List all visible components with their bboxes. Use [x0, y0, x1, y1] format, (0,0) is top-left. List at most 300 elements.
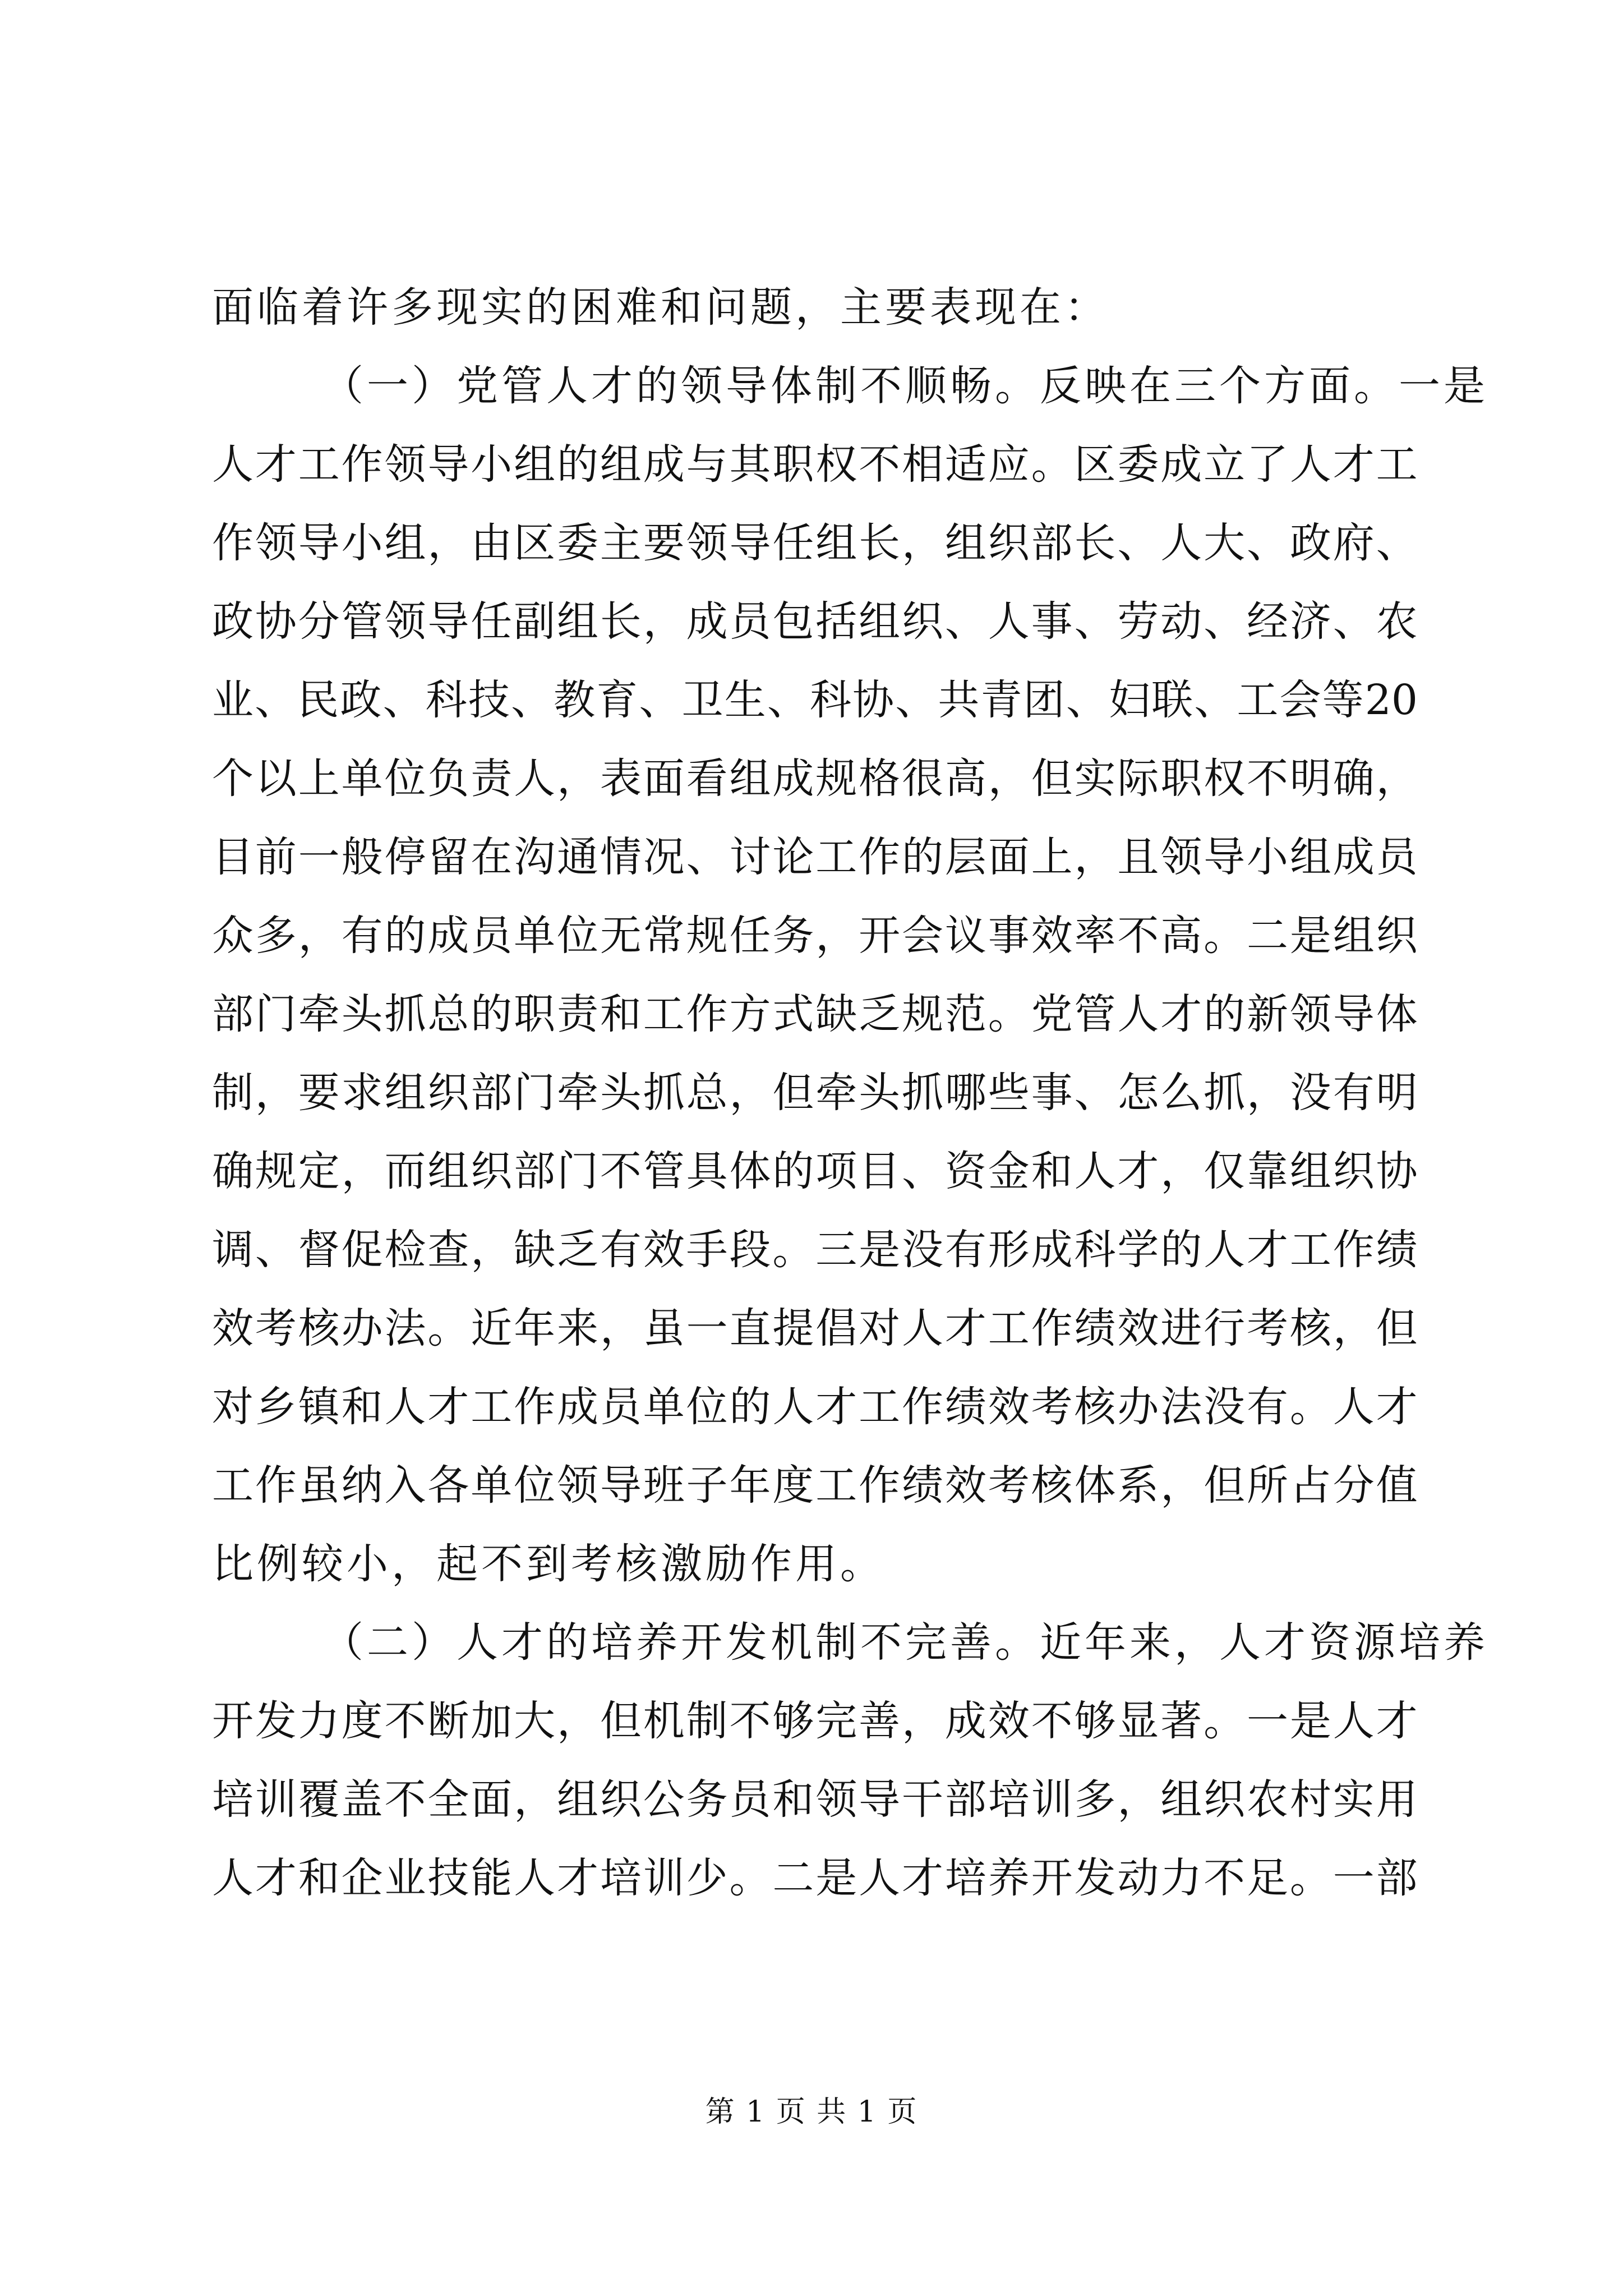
glyph: 管	[341, 597, 383, 646]
glyph: 所	[1247, 1461, 1288, 1510]
text-line	[212, 582, 1418, 661]
glyph: 导	[1204, 833, 1246, 881]
glyph: 单	[341, 754, 383, 803]
glyph: 抓	[902, 1069, 943, 1117]
glyph: 组	[1289, 1147, 1331, 1195]
glyph: 织	[1376, 912, 1418, 960]
glyph: 职	[514, 990, 556, 1038]
glyph: 纳	[341, 1461, 383, 1510]
glyph: 虽	[643, 1304, 685, 1352]
glyph: 督	[298, 1226, 340, 1274]
glyph: 效	[988, 1697, 1030, 1745]
glyph: 、	[1074, 1069, 1116, 1117]
glyph: 部	[212, 990, 253, 1038]
glyph: 办	[1117, 1383, 1159, 1431]
glyph: ，	[988, 754, 1030, 803]
glyph: 体	[1074, 1461, 1116, 1510]
glyph: 领	[815, 1775, 857, 1824]
glyph: 人	[902, 1304, 943, 1352]
glyph: 村	[1289, 1775, 1331, 1824]
text-line	[212, 1132, 1418, 1211]
glyph: ，	[1332, 1304, 1375, 1352]
glyph: 很	[902, 754, 943, 803]
glyph: 科	[809, 676, 851, 724]
glyph: 怎	[1117, 1069, 1159, 1117]
glyph: 断	[427, 1697, 469, 1745]
text-line	[212, 504, 1418, 582]
glyph: 沟	[514, 833, 556, 881]
text-line: 比例较小，起不到考核激励作用。	[212, 1540, 885, 1588]
glyph: 导	[729, 519, 771, 567]
glyph: 乏	[557, 1226, 598, 1274]
glyph: 确	[212, 1147, 253, 1195]
glyph: 成	[643, 440, 685, 489]
glyph: 论	[772, 833, 814, 881]
glyph: 效	[643, 1226, 685, 1274]
glyph: 提	[772, 1304, 814, 1352]
glyph: 一	[1247, 1697, 1288, 1745]
glyph: 能	[471, 1854, 513, 1902]
glyph: 作	[255, 1461, 297, 1510]
glyph: 不	[600, 1147, 642, 1195]
glyph: 以	[255, 754, 297, 803]
glyph: 是	[1289, 912, 1331, 960]
glyph: 情	[600, 833, 642, 881]
glyph: 、	[1066, 676, 1108, 724]
glyph: 上	[298, 754, 340, 803]
glyph: 金	[988, 1147, 1030, 1195]
glyph: 织	[600, 1775, 642, 1824]
glyph: 应	[988, 440, 1030, 489]
glyph: 作	[1332, 1226, 1375, 1274]
glyph: 、	[510, 676, 552, 724]
text-line	[212, 425, 1418, 504]
glyph: 二	[772, 1854, 814, 1902]
text-line	[212, 1053, 1418, 1132]
glyph: 但	[600, 1697, 642, 1745]
glyph: 织	[1332, 1147, 1375, 1195]
glyph: 际	[1117, 754, 1159, 803]
glyph: 动	[1117, 1854, 1159, 1902]
glyph: 员	[1376, 833, 1418, 881]
glyph: 人	[859, 1854, 901, 1902]
glyph: 织	[988, 519, 1030, 567]
glyph: 、	[255, 676, 297, 724]
glyph: 农	[1247, 1775, 1288, 1824]
glyph: 长	[600, 597, 642, 646]
glyph: ，	[341, 1147, 383, 1195]
glyph: 靠	[1247, 1147, 1288, 1195]
glyph: 。	[1204, 1697, 1246, 1745]
glyph: 事	[1031, 1069, 1073, 1117]
glyph: 小	[341, 519, 383, 567]
glyph: 考	[255, 1304, 297, 1352]
glyph: 成	[557, 1383, 598, 1431]
glyph: ，	[902, 519, 943, 567]
glyph: 才	[1332, 440, 1375, 489]
glyph: 责	[471, 754, 513, 803]
glyph: 成	[686, 597, 728, 646]
glyph: 成	[1332, 833, 1375, 881]
glyph: 妇	[1108, 676, 1150, 724]
glyph: 和	[1031, 1147, 1073, 1195]
glyph: 人	[988, 597, 1030, 646]
glyph: 政	[212, 597, 253, 646]
glyph: 组	[557, 597, 598, 646]
glyph: 管	[643, 1147, 685, 1195]
glyph: 规	[902, 990, 943, 1038]
glyph: 包	[772, 597, 814, 646]
glyph: 头	[600, 1069, 642, 1117]
glyph: 是	[815, 1854, 857, 1902]
glyph: 组	[729, 754, 771, 803]
glyph: 才	[1376, 1697, 1418, 1745]
glyph: ，	[643, 597, 685, 646]
glyph: 体	[1376, 990, 1418, 1038]
glyph: 卫	[681, 676, 723, 724]
glyph: 不	[1117, 912, 1159, 960]
glyph: 工	[988, 1304, 1030, 1352]
glyph: 开	[1031, 1854, 1073, 1902]
glyph: 近	[471, 1304, 513, 1352]
glyph: 考	[1247, 1304, 1288, 1352]
text-line	[212, 1211, 1418, 1289]
glyph: 况	[643, 833, 685, 881]
glyph: 分	[1332, 1461, 1375, 1510]
glyph: 手	[686, 1226, 728, 1274]
glyph: 讨	[729, 833, 771, 881]
glyph: 农	[1376, 597, 1418, 646]
glyph: 导	[859, 1775, 901, 1824]
glyph: 工	[815, 833, 857, 881]
glyph: 委	[1117, 440, 1159, 489]
glyph: 作	[902, 1383, 943, 1431]
glyph: 有	[1332, 1069, 1375, 1117]
glyph: 协	[1376, 1147, 1418, 1195]
glyph: 人	[1332, 1383, 1375, 1431]
glyph: 组	[384, 1069, 426, 1117]
glyph: 事	[988, 912, 1030, 960]
glyph: 单	[514, 912, 556, 960]
glyph: 训	[1031, 1775, 1073, 1824]
glyph: 一	[298, 833, 340, 881]
text-line	[212, 739, 1418, 818]
glyph: 人	[1289, 440, 1331, 489]
glyph: 员	[471, 912, 513, 960]
glyph: 要	[298, 1069, 340, 1117]
glyph: 协	[852, 676, 895, 724]
glyph: 。	[1204, 912, 1246, 960]
glyph: 成	[427, 912, 469, 960]
glyph: 完	[815, 1697, 857, 1745]
glyph: 才	[1117, 1147, 1159, 1195]
glyph: 目	[859, 1147, 901, 1195]
glyph: 。	[772, 1226, 814, 1274]
glyph: ，	[427, 519, 469, 567]
glyph: 导	[427, 597, 469, 646]
glyph: 括	[815, 597, 857, 646]
glyph: 制	[686, 1697, 728, 1745]
glyph: 虽	[298, 1461, 340, 1510]
glyph: 培	[212, 1775, 253, 1824]
glyph: 分	[298, 597, 340, 646]
glyph: 有	[944, 1226, 986, 1274]
glyph: 领	[686, 519, 728, 567]
glyph: 实	[1074, 754, 1116, 803]
glyph: 抓	[1204, 1069, 1246, 1117]
glyph: 小	[471, 440, 513, 489]
glyph: 训	[255, 1775, 297, 1824]
glyph: 成	[1031, 1226, 1073, 1274]
glyph: 对	[859, 1304, 901, 1352]
glyph: 些	[988, 1069, 1030, 1117]
glyph: 总	[427, 990, 469, 1038]
glyph: 训	[643, 1854, 685, 1902]
glyph: 作	[514, 1383, 556, 1431]
glyph: 有	[1247, 1383, 1288, 1431]
glyph: 制	[212, 1069, 253, 1117]
glyph: 团	[1023, 676, 1065, 724]
glyph: 机	[643, 1697, 685, 1745]
glyph: 牵	[557, 1069, 598, 1117]
glyph: 、	[895, 676, 937, 724]
glyph: 员	[729, 1775, 771, 1824]
glyph: 科	[425, 676, 467, 724]
glyph: 立	[1204, 440, 1246, 489]
glyph: ，	[298, 912, 340, 960]
glyph: 。	[1289, 1854, 1331, 1902]
glyph: 由	[471, 519, 513, 567]
glyph: 领	[1160, 833, 1202, 881]
glyph: 不	[1031, 1697, 1073, 1745]
glyph: 等	[1322, 676, 1364, 724]
glyph: 才	[1160, 990, 1202, 1038]
glyph: 区	[514, 519, 556, 567]
glyph: 员	[729, 597, 771, 646]
glyph: 、	[902, 1147, 943, 1195]
glyph: 部	[471, 1069, 513, 1117]
glyph: 高	[1160, 912, 1202, 960]
glyph: 乡	[255, 1383, 297, 1431]
glyph: 人	[514, 754, 556, 803]
glyph: 办	[341, 1304, 383, 1352]
glyph: 位	[557, 912, 598, 960]
text-line: 面临着许多现实的困难和问题，主要表现在：	[212, 283, 1109, 332]
glyph: 没	[1204, 1383, 1246, 1431]
glyph: 教	[554, 676, 596, 724]
glyph: 门	[557, 1147, 598, 1195]
glyph: 、	[767, 676, 809, 724]
glyph: 经	[1247, 597, 1288, 646]
glyph: 表	[600, 754, 642, 803]
glyph: 组	[557, 1775, 598, 1824]
glyph: 联	[1151, 676, 1193, 724]
glyph: 直	[729, 1304, 771, 1352]
glyph: 工	[643, 990, 685, 1038]
glyph: 发	[255, 1697, 297, 1745]
glyph: 不	[1247, 754, 1288, 803]
glyph: 抓	[643, 1069, 685, 1117]
glyph: 务	[686, 1775, 728, 1824]
glyph: 学	[1117, 1226, 1159, 1274]
glyph: 人	[1204, 1226, 1246, 1274]
glyph: 检	[384, 1226, 426, 1274]
glyph: 绩	[944, 1383, 986, 1431]
glyph: 工	[471, 1383, 513, 1431]
glyph: 、	[1247, 519, 1288, 567]
glyph: 系	[1117, 1461, 1159, 1510]
text-line	[212, 1289, 1418, 1368]
glyph: ，	[557, 1697, 598, 1745]
glyph: 组	[944, 519, 986, 567]
glyph: 看	[686, 754, 728, 803]
glyph: 仅	[1204, 1147, 1246, 1195]
glyph: 覆	[298, 1775, 340, 1824]
glyph: 部	[944, 1775, 986, 1824]
glyph: 管	[1074, 990, 1116, 1038]
glyph: 才	[944, 1304, 986, 1352]
glyph: 促	[341, 1226, 383, 1274]
glyph: 。	[1031, 440, 1073, 489]
glyph: 进	[1160, 1304, 1202, 1352]
glyph: 作	[1031, 1304, 1073, 1352]
glyph: 不	[729, 1697, 771, 1745]
glyph: 长	[1074, 519, 1116, 567]
document-body	[212, 268, 1488, 1917]
glyph: 导	[600, 1461, 642, 1510]
glyph: 而	[384, 1147, 426, 1195]
glyph: 成	[772, 754, 814, 803]
glyph: 但	[772, 1069, 814, 1117]
glyph: ，	[1160, 1461, 1202, 1510]
glyph: 缺	[815, 990, 857, 1038]
glyph: 20	[1364, 676, 1418, 724]
glyph: 作	[859, 833, 901, 881]
glyph: 般	[341, 833, 383, 881]
glyph: 少	[686, 1854, 728, 1902]
glyph: 作	[212, 519, 253, 567]
glyph: 党	[1031, 990, 1073, 1038]
text-line	[212, 818, 1418, 896]
glyph: 工	[859, 1383, 901, 1431]
glyph: 副	[514, 597, 556, 646]
glyph: 通	[557, 833, 598, 881]
glyph: 牵	[815, 1069, 857, 1117]
glyph: 、	[639, 676, 681, 724]
glyph: 乏	[859, 990, 901, 1038]
glyph: 负	[427, 754, 469, 803]
glyph: 组	[815, 519, 857, 567]
glyph: 权	[1204, 754, 1246, 803]
glyph: 组	[1289, 833, 1331, 881]
glyph: 、	[1117, 519, 1159, 567]
glyph: 是	[1289, 1697, 1331, 1745]
text-line: （一）党管人才的领导体制不顺畅。反映在三个方面。一是	[322, 362, 1488, 410]
glyph: 常	[643, 912, 685, 960]
glyph: 干	[902, 1775, 943, 1824]
glyph: 职	[772, 440, 814, 489]
glyph: 法	[384, 1304, 426, 1352]
glyph: 领	[557, 1461, 598, 1510]
glyph: 才	[557, 1854, 598, 1902]
glyph: 全	[427, 1775, 469, 1824]
glyph: 组	[427, 1147, 469, 1195]
glyph: 留	[427, 833, 469, 881]
glyph: 且	[1117, 833, 1159, 881]
glyph: 三	[815, 1226, 857, 1274]
glyph: 力	[298, 1697, 340, 1745]
glyph: 部	[1031, 519, 1073, 567]
glyph: 度	[341, 1697, 383, 1745]
glyph: 作	[859, 1461, 901, 1510]
glyph: 有	[600, 1226, 642, 1274]
glyph: 查	[427, 1226, 469, 1274]
glyph: 大	[514, 1697, 556, 1745]
glyph: 年	[514, 1304, 556, 1352]
glyph: 培	[944, 1854, 986, 1902]
glyph: 明	[1289, 754, 1331, 803]
glyph: 人	[1074, 1147, 1116, 1195]
glyph: 体	[729, 1147, 771, 1195]
glyph: ，	[1074, 833, 1116, 881]
glyph: 效	[1031, 912, 1073, 960]
glyph: 子	[686, 1461, 728, 1510]
glyph: 成	[944, 1697, 986, 1745]
glyph: 绩	[1074, 1304, 1116, 1352]
glyph: 没	[1289, 1069, 1331, 1117]
glyph: 权	[815, 440, 857, 489]
glyph: 府	[1332, 519, 1375, 567]
glyph: 小	[1247, 833, 1288, 881]
glyph: 长	[859, 519, 901, 567]
glyph: 成	[1160, 440, 1202, 489]
glyph: 、	[1204, 597, 1246, 646]
glyph: 政	[340, 676, 382, 724]
glyph: 组	[1332, 912, 1375, 960]
glyph: 单	[471, 1461, 513, 1510]
glyph: 企	[341, 1854, 383, 1902]
glyph: 主	[600, 519, 642, 567]
glyph: 区	[1074, 440, 1116, 489]
glyph: 够	[1074, 1697, 1116, 1745]
glyph: 人	[384, 1383, 426, 1431]
glyph: 足	[1247, 1854, 1288, 1902]
glyph: 民	[297, 676, 339, 724]
glyph: ，	[902, 1697, 943, 1745]
glyph: 善	[859, 1697, 901, 1745]
glyph: 组	[859, 597, 901, 646]
glyph: 单	[643, 1383, 685, 1431]
text-line	[212, 1368, 1418, 1446]
glyph: 人	[212, 440, 253, 489]
glyph: 大	[1204, 519, 1246, 567]
glyph: 力	[1160, 1854, 1202, 1902]
glyph: 绩	[1376, 1226, 1418, 1274]
glyph: 层	[944, 833, 986, 881]
glyph: 协	[255, 597, 297, 646]
glyph: 工	[1237, 676, 1279, 724]
glyph: ，	[1247, 1069, 1288, 1117]
glyph: 员	[600, 1383, 642, 1431]
glyph: 没	[902, 1226, 943, 1274]
glyph: 的	[772, 1147, 814, 1195]
glyph: 的	[557, 440, 598, 489]
glyph: 任	[471, 597, 513, 646]
glyph: 培	[600, 1854, 642, 1902]
glyph: 停	[384, 833, 426, 881]
glyph: 段	[729, 1226, 771, 1274]
page-number-footer: 第 1 页 共 1 页	[705, 2095, 918, 2129]
